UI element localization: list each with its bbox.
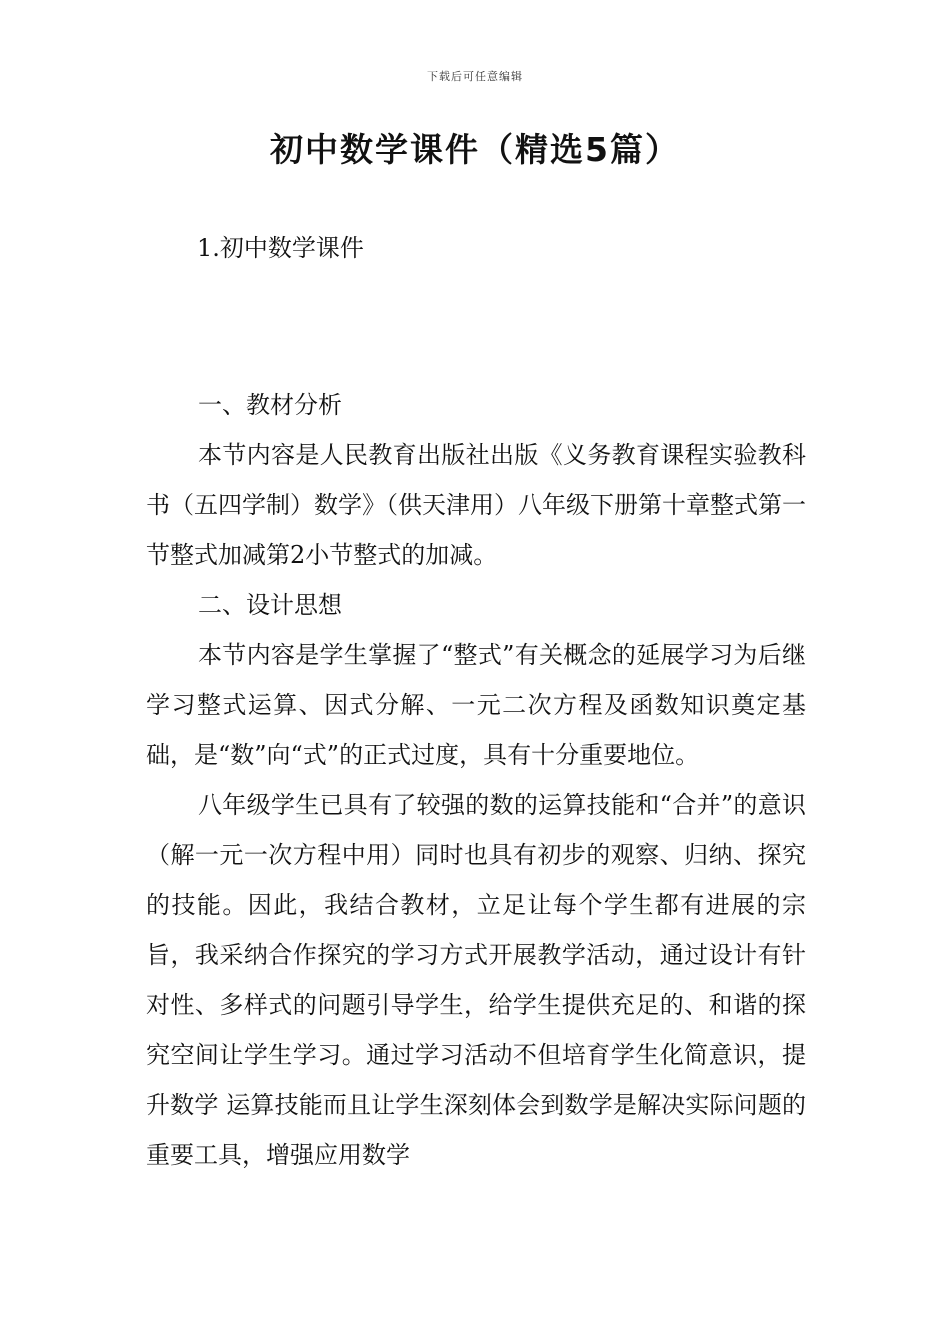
paragraph-student-analysis: 八年级学生已具有了较强的数的运算技能和“合并”的意识（解一元一次方程中用）同时也具有初步的观察、归纳、探究的技能。因此，我结合教材，立足让每个学生都有进展的宗旨，我采纳合作探究的学习方式开展教学活动，通过设计有针对性、多样式的问题引导学生，给学生提供充足的、和谐的探究空间让学生学习。通过学习活动不但培育学生化简意识，提升数学 运算技能而且让学生深刻体会到数学是解决实际问题的重要工具，增强应用数学: [146, 791, 806, 1169]
paragraph-textbook-analysis: 本节内容是人民教育出版社出版《义务教育课程实验教科书（五四学制）数学》（供天津用）八年级下册第十章整式第一节整式加减第2小节整式的加减。: [146, 441, 806, 569]
document-body: [146, 380, 806, 1180]
subheading-design-idea: 二、设计思想: [198, 591, 342, 619]
download-note: 下载后可任意编辑: [427, 70, 523, 83]
subheading-textbook-analysis: 一、教材分析: [198, 391, 342, 419]
section-heading: 1.初中数学课件: [197, 234, 364, 262]
document-title: 初中数学课件（精选5篇）: [270, 130, 680, 169]
paragraph-design-idea: 本节内容是学生掌握了“整式”有关概念的延展学习为后继学习整式运算、因式分解、一元二次方程及函数知识奠定基础，是“数”向“式”的正式过度，具有十分重要地位。: [146, 641, 806, 769]
